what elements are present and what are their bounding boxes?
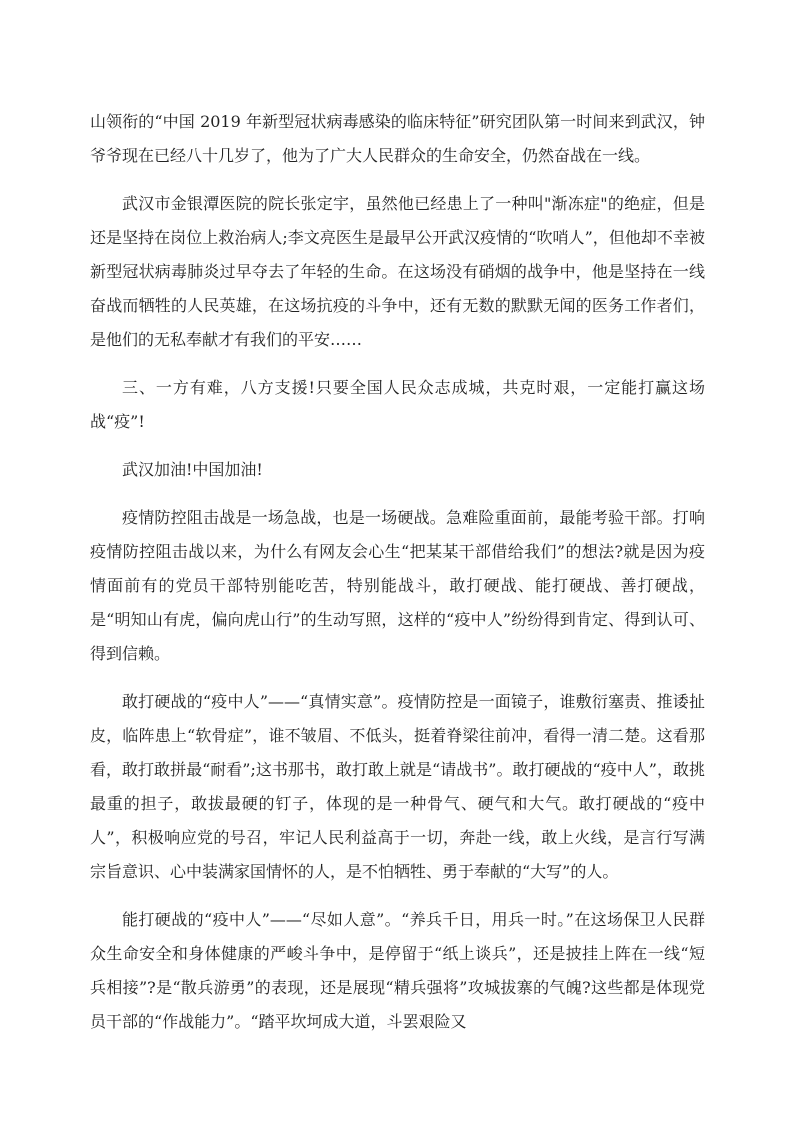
document-body [90, 105, 705, 1053]
paragraph-zhang-dingyu: 武汉市金银潭医院的院长张定宇，虽然他已经患上了一种叫"渐冻症"的绝症，但是还是坚持在岗位上救治病人;李文亮医生是最早公开武汉疫情的“吹哨人”，但他却不幸被新型冠状病毒肺炎过早夺去了年轻的生命。在这场没有硝烟的战争中，他是坚持在一线奋战而牺牲的人民英雄，在这场抗疫的斗争中，还有无数的默默无闻的医务工作者们，是他们的无私奉献才有我们的平安…… [90, 194, 705, 349]
paragraph-dare-to-fight: 敢打硬战的“疫中人”——“真情实意”。疫情防控是一面镜子，谁敷衍塞责、推诿扯皮，临阵患上“软骨症”，谁不皱眉、不低头，挺着脊梁往前冲，看得一清二楚。这看那看，敢打敢拼最“耐看”;这书那书，敢打敢上就是“请战书”。敢打硬战的“疫中人”，敢挑最重的担子，敢拔最硬的钉子，体现的是一种骨气、硬气和大气。敢打硬战的“疫中人”，积极响应党的号召，牢记人民利益高于一切，奔赴一线，敢上火线，是言行写满宗旨意识、心中装满家国情怀的人，是不怕牺牲、勇于奉献的“大写”的人。 [90, 692, 705, 881]
paragraph-continuation: 山领衔的“中国 2019 年新型冠状病毒感染的临床特征”研究团队第一时间来到武汉，钟爷爷现在已经八十几岁了，他为了广大人民群众的生命安全，仍然奋战在一线。 [90, 112, 705, 165]
paragraph-section-three: 三、一方有难，八方支援!只要全国人民众志成城，共克时艰，一定能打赢这场战“疫”! [90, 378, 705, 431]
paragraph-hard-battle: 疫情防控阻击战是一场急战，也是一场硬战。急难险重面前，最能考验干部。打响疫情防控阻击战以来，为什么有网友会心生“把某某干部借给我们”的想法?就是因为疫情面前有的党员干部特别能吃苦，特别能战斗，敢打硬战、能打硬战、善打硬战，是“明知山有虎，偏向虎山行”的生动写照，这样的“疫中人”纷纷得到肯定、得到认可、得到信赖。 [90, 508, 705, 663]
paragraph-slogan: 武汉加油!中国加油! [122, 460, 263, 479]
paragraph-able-to-fight: 能打硬战的“疫中人”——“尽如人意”。“养兵千日，用兵一时。”在这场保卫人民群众生命安全和身体健康的严峻斗争中，是停留于“纸上谈兵”，还是披挂上阵在一线“短兵相接”?是“散兵游勇”的表现，还是展现“精兵强将”攻城拔寨的气魄?这些都是体现党员干部的“作战能力”。“踏平坎坷成大道，斗罢艰险又 [90, 910, 705, 1031]
